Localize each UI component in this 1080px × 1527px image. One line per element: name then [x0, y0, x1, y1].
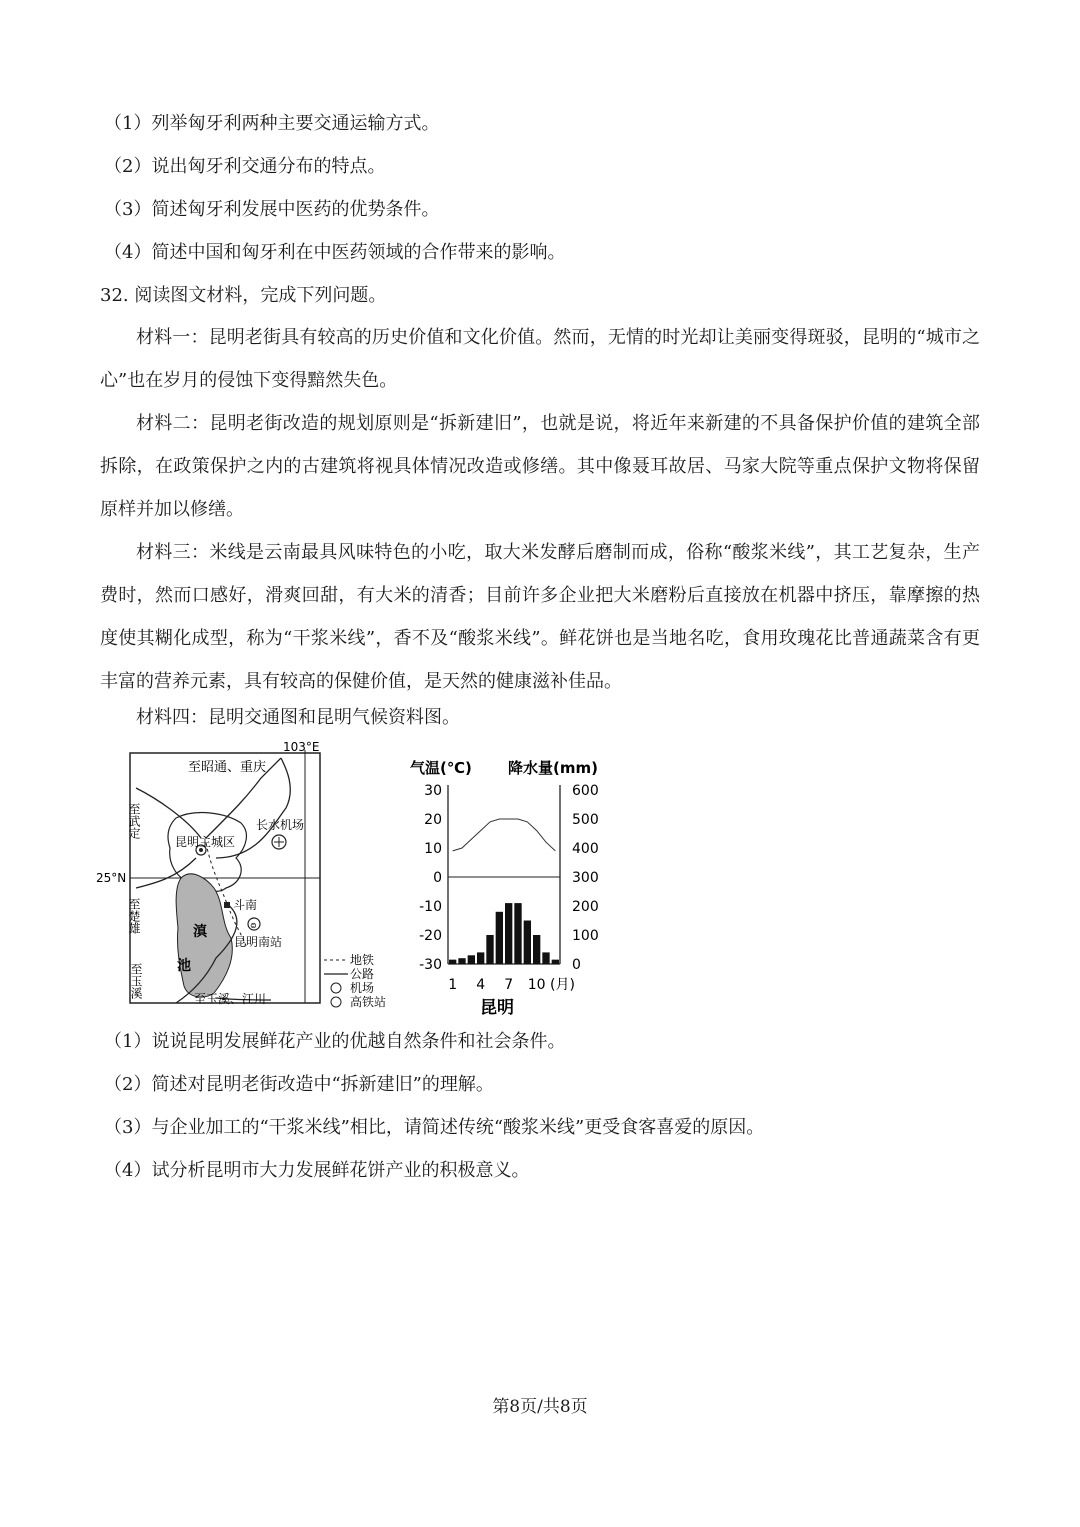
month-unit-label: (月)	[550, 977, 575, 993]
precipitation-bar	[449, 960, 456, 964]
label-dounan: 斗南	[233, 898, 258, 912]
temperature-tick-label: -20	[419, 928, 442, 944]
label-to-yuxi: 至玉溪	[129, 963, 143, 999]
airport-icon-cross	[274, 837, 284, 847]
precipitation-bar	[552, 960, 559, 964]
precipitation-bar	[468, 955, 475, 964]
precipitation-bar	[477, 952, 484, 964]
temperature-tick-label: -30	[419, 957, 442, 973]
prev-question-3: （3）简述匈牙利发展中医药的优势条件。	[104, 199, 440, 220]
precipitation-bar	[505, 903, 512, 964]
precipitation-bar	[486, 935, 493, 964]
precipitation-bar	[514, 903, 521, 964]
precipitation-tick-label: 600	[572, 783, 599, 799]
precipitation-tick-label: 200	[572, 899, 599, 915]
prev-question-4: （4）简述中国和匈牙利在中医药领域的合作带来的影响。	[104, 242, 566, 263]
material-2: 材料二：昆明老街改造的规划原则是“拆新建旧”，也就是说，将近年来新建的不具备保护价值的建筑全部拆除，在政策保护之内的古建筑将视具体情况改造或修缮。其中像聂耳故居、马家大院等重点保护文物将保留原样并加以修缮。	[100, 413, 980, 520]
precipitation-tick-label: 0	[572, 957, 581, 973]
month-tick-label: 10	[527, 977, 546, 993]
dounan-marker	[224, 902, 230, 908]
material-3: 材料三：米线是云南最具风味特色的小吃，取大米发酵后磨制而成，俗称“酸浆米线”，其工艺复杂，生产费时，然而口感好，滑爽回甜，有大米的清香；目前许多企业把大米磨粉后直接放在机器中挤压，靠摩擦的热度使其糊化成型，称为“干浆米线”，香不及“酸浆米线”。鲜花饼也是当地名吃，食用玫瑰花比普通蔬菜含有更丰富的营养元素，具有较高的保健价值，是天然的健康滋补佳品。	[100, 542, 980, 692]
q32-question-4: （4）试分析昆明市大力发展鲜花饼产业的积极意义。	[104, 1160, 530, 1181]
page-footer: 第8页/共8页	[492, 1397, 588, 1417]
month-tick-label: 7	[504, 977, 514, 993]
temperature-tick-label: 10	[424, 841, 442, 857]
longitude-label: 103°E	[283, 740, 320, 754]
kunming-traffic-map	[96, 738, 396, 1018]
precipitation-bar	[496, 912, 503, 964]
label-to-zhaotong: 至昭通、重庆	[188, 760, 267, 775]
chart-title: 昆明	[480, 998, 514, 1018]
label-chi: 池	[177, 958, 191, 974]
label-to-chuxiong: 至楚雄	[127, 898, 141, 934]
kunming-climate-chart	[400, 755, 630, 1020]
latitude-label: 25°N	[96, 871, 127, 885]
label-south-station: 昆明南站	[234, 935, 283, 949]
precipitation-bar	[533, 935, 540, 964]
precipitation-tick-label: 300	[572, 870, 599, 886]
precipitation-bar	[524, 921, 531, 965]
legend-airport: 机场	[350, 981, 375, 995]
q32-question-2: （2）简述对昆明老街改造中“拆新建旧”的理解。	[104, 1074, 494, 1095]
legend-hsr: 高铁站	[350, 995, 387, 1009]
prev-question-1: （1）列举匈牙利两种主要交通运输方式。	[104, 113, 440, 134]
temperature-tick-label: 0	[433, 870, 442, 886]
temperature-line	[453, 819, 556, 851]
q32-question-3: （3）与企业加工的“干浆米线”相比，请简述传统“酸浆米线”更受食客喜爱的原因。	[104, 1117, 765, 1138]
legend-road: 公路	[350, 967, 375, 981]
temperature-tick-label: -10	[419, 899, 442, 915]
label-to-yuxi-jiangchuan: 至玉溪、江川	[194, 992, 267, 1006]
precipitation-bar	[542, 952, 549, 964]
chart-left-axis-label: 气温(℃)	[410, 759, 472, 777]
label-airport: 长水机场	[256, 818, 305, 832]
hsr-station-icon-glyph: ⊜	[250, 921, 257, 930]
material-4: 材料四：昆明交通图和昆明气候资料图。	[136, 707, 460, 728]
legend-metro: 地铁	[350, 953, 375, 967]
material-1: 材料一：昆明老街具有较高的历史价值和文化价值。然而，无情的时光却让美丽变得斑驳，昆明的“城市之心”也在岁月的侵蚀下变得黯然失色。	[100, 327, 980, 391]
label-main-city: 昆明主城区	[175, 835, 236, 849]
precipitation-tick-label: 500	[572, 812, 599, 828]
label-dian: 滇	[193, 924, 207, 940]
precipitation-tick-label: 400	[572, 841, 599, 857]
q32-question-1: （1）说说昆明发展鲜花产业的优越自然条件和社会条件。	[104, 1031, 566, 1052]
month-tick-label: 4	[476, 977, 486, 993]
chart-right-axis-label: 降水量(mm)	[508, 759, 598, 777]
prev-question-2: （2）说出匈牙利交通分布的特点。	[104, 156, 386, 177]
temperature-tick-label: 30	[424, 783, 442, 799]
month-tick-label: 1	[448, 977, 458, 993]
legend-hsr-icon	[331, 997, 341, 1007]
precipitation-tick-label: 100	[572, 928, 599, 944]
q32-title: 32. 阅读图文材料，完成下列问题。	[100, 285, 387, 306]
temperature-tick-label: 20	[424, 812, 442, 828]
label-to-wuding: 至武定	[127, 803, 141, 839]
legend-airport-icon	[331, 983, 341, 993]
precipitation-bar	[458, 958, 465, 964]
